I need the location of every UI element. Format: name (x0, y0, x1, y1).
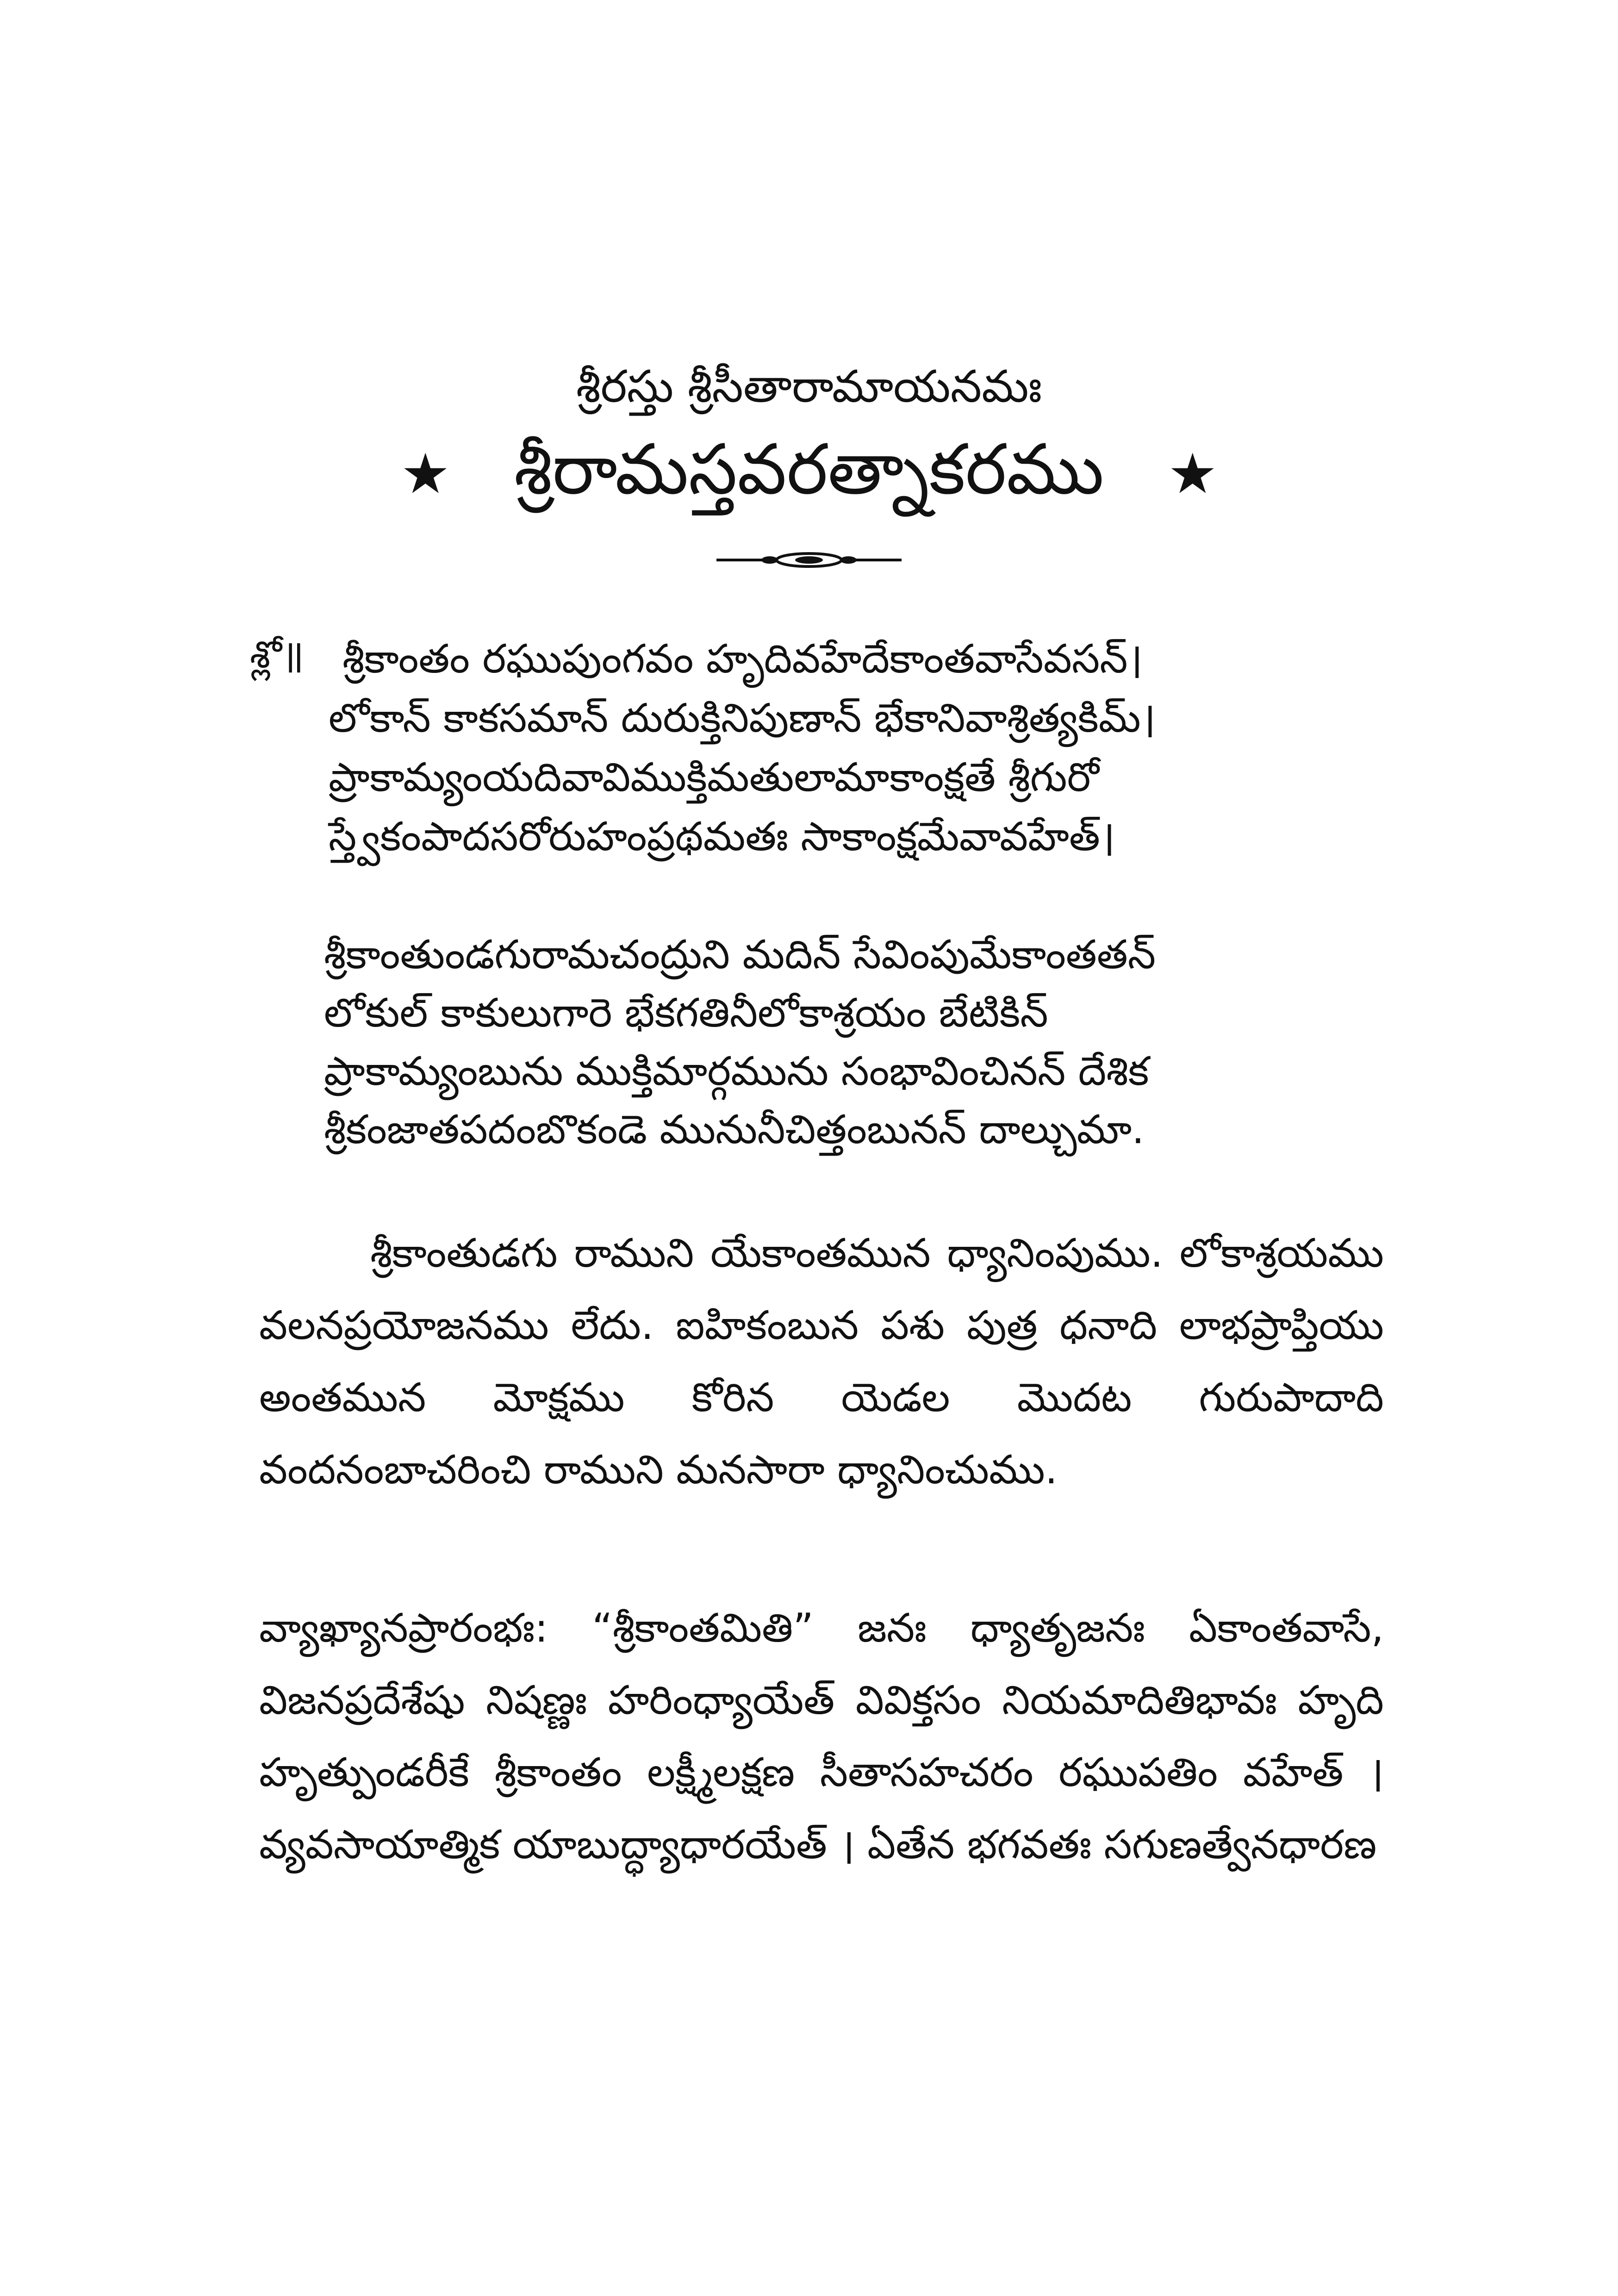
sloka-block (250, 629, 1379, 866)
star-icon-right: ★ (1168, 442, 1218, 506)
star-icon-left: ★ (400, 442, 450, 506)
sloka-line: స్త్వేకంపాదసరోరుహంప్రథమతః సాకాంక్షమేవావహేత్। (329, 814, 1115, 860)
padyam-line: ప్రాకామ్యంబును ముక్తిమార్గమును సంభావించినన్ దేశిక (324, 1048, 1149, 1095)
page-title: శ్రీరామస్తవరత్నాకరము (514, 429, 1104, 510)
commentary-paragraph: శ్రీకాంతుడగు రాముని యేకాంతమున ధ్యానింపుము. లోకాశ్రయము వలనప్రయోజనము లేదు. ఐహికంబున పశు పుత్ర ధనాది లాభప్రాప్తియు అంతమున మోక్షము కోరిన యెడల మొదట గురుపాదాది వందనంబాచరించి రాముని మనసారా ధ్యానించుము. (259, 1230, 1384, 1493)
vyakhyana-paragraph: వ్యాఖ్యానప్రారంభః: “శ్రీకాంతమితి” జనః ధ్యాతృజనః ఏకాంతవాసే, విజనప్రదేశేషు నిషణ్ణః హరింధ్యాయేత్ వివిక్తసం నియమాదితిభావః హృది హృత్పుండరీకే శ్రీకాంతం లక్ష్మీలక్షణ సీతాసహచరం రఘుపతిం వహేత్ । వ్యవసాయాత్మిక యాబుద్ధ్యాధారయేత్ । ఏతేన భగవతః సగుణత్వేనధారణ (259, 1605, 1384, 1868)
padyam-line: లోకుల్ కాకులుగారె భేకగతినీలోకాశ్రయం బేటికిన్ (324, 990, 1048, 1036)
invocation-line: శ్రీరస్తు శ్రీసీతారామాయనమః (576, 361, 1042, 412)
ornament-divider-icon (716, 548, 902, 572)
padyam-line: శ్రీకాంతుండగురామచంద్రుని మదిన్ సేవింపుమేకాంతతన్ (324, 932, 1156, 978)
title-row (0, 421, 1618, 523)
sloka-line: లోకాన్ కాకసమాన్ దురుక్తినిపుణాన్ భేకానివాశ్రిత్యకిమ్। (329, 695, 1156, 741)
padyam-block (324, 926, 1388, 1159)
sloka-line: ప్రాకామ్యంయదివావిముక్తిమతులామాకాంక్షతే శ్రీగురో (329, 754, 1099, 801)
sloka-mark: శ్లో॥ (250, 633, 304, 676)
padyam-line: శ్రీకంజాతపదంబొకండె మునునీచిత్తంబునన్ దాల్చుమా. (324, 1107, 1145, 1153)
sloka-line: శ్రీకాంతం రఘుపుంగవం హృదివహేదేకాంతవాసేవసన్। (342, 636, 1143, 682)
